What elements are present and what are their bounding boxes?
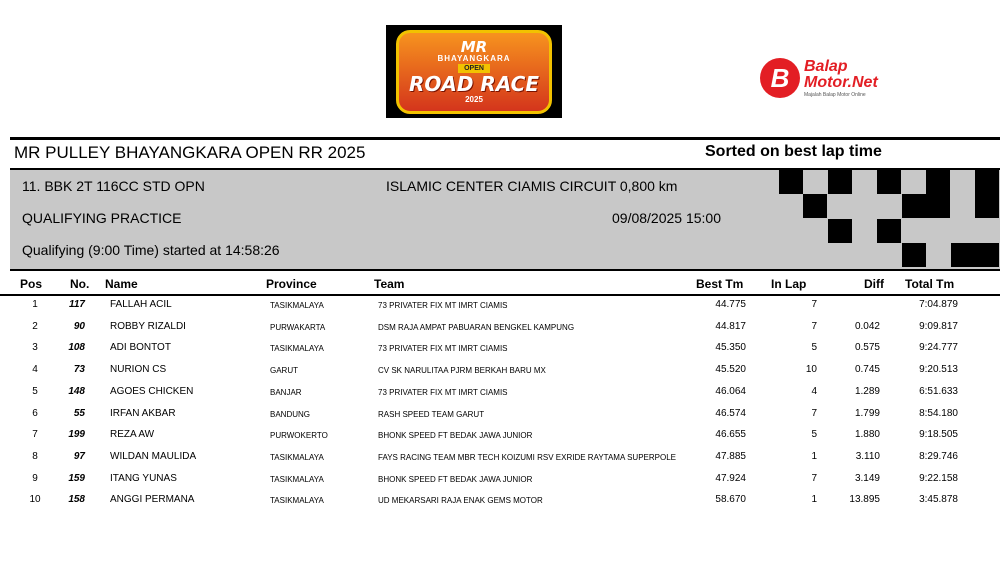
cell-pos: 9	[32, 472, 38, 484]
event-logo-road-race: ROAD RACE	[408, 71, 540, 96]
cell-team: RASH SPEED TEAM GARUT	[378, 409, 485, 419]
cell-team: CV SK NARULITAA PJRM BERKAH BARU MX	[378, 366, 546, 376]
col-no: No.	[70, 277, 90, 291]
table-row	[0, 339, 1000, 360]
cell-best: 47.885	[715, 450, 746, 462]
cell-best: 46.655	[715, 429, 746, 441]
cell-total: 9:18.505	[919, 429, 958, 441]
cell-name: AGOES CHICKEN	[110, 385, 194, 397]
checker-square	[975, 243, 999, 267]
cell-inlap: 1	[811, 450, 817, 462]
balapmotor-mark-icon: B	[760, 58, 800, 98]
checker-square	[828, 170, 852, 194]
cell-diff: 1.880	[854, 429, 880, 441]
balapmotor-tagline: Majalah Balap Motor Online	[804, 92, 866, 98]
cell-province: BANJAR	[270, 387, 302, 397]
cell-name: FALLAH ACIL	[110, 299, 172, 310]
session-datetime: 09/08/2025 15:00	[612, 210, 721, 226]
cell-best: 58.670	[715, 494, 746, 506]
table-row	[0, 383, 1000, 404]
balapmotor-line2: Motor.Net	[804, 74, 878, 91]
checker-square	[779, 170, 803, 194]
event-title: MR PULLEY BHAYANGKARA OPEN RR 2025	[14, 143, 366, 162]
checkered-flag	[754, 170, 1000, 267]
cell-total: 3:45.878	[919, 494, 958, 506]
cell-name: REZA AW	[110, 429, 155, 441]
checker-square	[975, 170, 999, 194]
session-name: QUALIFYING PRACTICE	[22, 210, 182, 226]
cell-name: ADI BONTOT	[110, 342, 171, 354]
cell-no: 199	[68, 429, 85, 441]
cell-diff: 0.575	[854, 342, 880, 354]
cell-no: 148	[68, 385, 85, 397]
cell-team: BHONK SPEED FT BEDAK JAWA JUNIOR	[378, 431, 533, 441]
table-row	[0, 426, 1000, 447]
checker-square	[902, 194, 926, 218]
checker-square	[926, 194, 950, 218]
cell-inlap: 4	[811, 385, 817, 397]
cell-pos: 7	[32, 429, 38, 441]
event-logo	[386, 25, 562, 118]
balapmotor-line1: Balap	[804, 58, 848, 75]
col-total: Total Tm	[905, 277, 955, 291]
balapmotor-logo	[760, 58, 920, 104]
cell-best: 44.817	[715, 320, 746, 332]
cell-total: 8:29.746	[919, 450, 958, 462]
table-row	[0, 361, 1000, 382]
checker-square	[951, 243, 975, 267]
cell-province: TASIKMALAYA	[270, 344, 324, 354]
cell-no: 158	[68, 494, 85, 506]
cell-inlap: 7	[811, 320, 817, 332]
cell-diff: 3.149	[854, 472, 880, 484]
cell-pos: 5	[32, 385, 38, 397]
cell-name: ROBBY RIZALDI	[110, 320, 186, 332]
cell-inlap: 1	[811, 494, 817, 506]
cell-team: FAYS RACING TEAM MBR TECH KOIZUMI RSV EXRIDE RAYTAMA SUPERPOLE	[378, 452, 676, 462]
event-logo-bhayangkara: BHAYANGKARA	[437, 53, 511, 63]
cell-best: 47.924	[715, 472, 746, 484]
cell-diff: 1.289	[854, 385, 880, 397]
cell-pos: 4	[32, 364, 38, 376]
table-row	[0, 448, 1000, 469]
cell-name: ITANG YUNAS	[110, 472, 177, 484]
cell-pos: 8	[32, 450, 38, 462]
cell-diff: 0.042	[854, 320, 880, 332]
cell-pos: 6	[32, 407, 38, 419]
cell-province: PURWAKARTA	[270, 322, 326, 332]
cell-province: TASIKMALAYA	[270, 474, 324, 484]
event-logo-mr: MR	[460, 37, 488, 56]
col-pos: Pos	[20, 277, 43, 291]
table-row	[0, 405, 1000, 426]
cell-no: 90	[73, 320, 85, 332]
event-logo-year: 2025	[465, 94, 483, 104]
col-name: Name	[105, 277, 138, 291]
table-header	[0, 275, 1000, 296]
cell-no: 117	[69, 299, 85, 310]
cell-diff: 13.895	[849, 494, 880, 506]
cell-team: 73 PRIVATER FIX MT IMRT CIAMIS	[378, 301, 508, 310]
cell-pos: 3	[32, 342, 38, 354]
col-diff: Diff	[864, 277, 884, 291]
cell-inlap: 7	[811, 407, 817, 419]
cell-inlap: 7	[811, 472, 817, 484]
cell-team: BHONK SPEED FT BEDAK JAWA JUNIOR	[378, 474, 533, 484]
cell-total: 7:04.879	[919, 299, 958, 310]
cell-best: 44.775	[715, 299, 746, 310]
table-row	[0, 470, 1000, 491]
col-inlap: In Lap	[771, 277, 807, 291]
cell-team: DSM RAJA AMPAT PABUARAN BENGKEL KAMPUNG	[378, 322, 575, 332]
cell-diff: 3.110	[855, 450, 880, 462]
cell-inlap: 5	[811, 429, 817, 441]
table-row	[0, 296, 1000, 317]
header-rule	[10, 137, 1000, 140]
cell-province: BANDUNG	[270, 409, 311, 419]
cell-no: 108	[68, 342, 85, 354]
cell-name: NURION CS	[110, 364, 167, 376]
cell-total: 9:20.513	[919, 364, 958, 376]
cell-best: 46.574	[715, 407, 746, 419]
col-best: Best Tm	[696, 277, 744, 291]
cell-no: 55	[73, 407, 85, 419]
cell-diff: 0.745	[854, 364, 880, 376]
cell-team: UD MEKARSARI RAJA ENAK GEMS MOTOR	[378, 496, 543, 506]
checker-square	[828, 219, 852, 243]
cell-total: 6:51.633	[919, 385, 958, 397]
cell-inlap: 5	[811, 342, 817, 354]
cell-total: 8:54.180	[919, 407, 958, 419]
event-logo-open: OPEN	[458, 64, 490, 73]
cell-diff: 1.799	[854, 407, 880, 419]
cell-best: 45.520	[715, 364, 746, 376]
cell-pos: 2	[32, 320, 38, 332]
cell-name: IRFAN AKBAR	[110, 407, 176, 419]
cell-inlap: 7	[811, 299, 817, 310]
cell-province: TASIKMALAYA	[270, 452, 324, 462]
checker-square	[926, 170, 950, 194]
checker-square	[902, 243, 926, 267]
cell-name: WILDAN MAULIDA	[110, 450, 197, 462]
cell-best: 46.064	[715, 385, 746, 397]
cell-total: 9:24.777	[919, 342, 958, 354]
cell-total: 9:09.817	[919, 320, 958, 332]
cell-inlap: 10	[805, 364, 817, 376]
event-logo-badge	[396, 30, 552, 114]
cell-no: 97	[73, 450, 85, 462]
circuit-name: ISLAMIC CENTER CIAMIS CIRCUIT 0,800 km	[386, 178, 678, 194]
class-name: 11. BBK 2T 116CC STD OPN	[22, 178, 205, 194]
cell-province: GARUT	[270, 366, 298, 376]
cell-team: 73 PRIVATER FIX MT IMRT CIAMIS	[378, 387, 508, 397]
table-row	[0, 318, 1000, 339]
cell-pos: 1	[32, 299, 38, 310]
sort-note: Sorted on best lap time	[705, 143, 882, 160]
cell-province: PURWOKERTO	[270, 431, 328, 441]
cell-province: TASIKMALAYA	[270, 496, 324, 506]
checker-square	[803, 194, 827, 218]
cell-best: 45.350	[715, 342, 746, 354]
col-team: Team	[374, 277, 405, 291]
cell-no: 73	[73, 364, 85, 376]
cell-name: ANGGI PERMANA	[110, 494, 195, 506]
checker-square	[975, 194, 999, 218]
cell-no: 159	[68, 472, 85, 484]
col-province: Province	[266, 277, 317, 291]
checker-square	[877, 219, 901, 243]
cell-pos: 10	[29, 494, 41, 506]
session-started: Qualifying (9:00 Time) started at 14:58:26	[22, 242, 280, 258]
cell-total: 9:22.158	[919, 472, 958, 484]
cell-province: TASIKMALAYA	[270, 301, 324, 310]
cell-team: 73 PRIVATER FIX MT IMRT CIAMIS	[378, 344, 508, 354]
checker-square	[877, 170, 901, 194]
table-row	[0, 491, 1000, 512]
